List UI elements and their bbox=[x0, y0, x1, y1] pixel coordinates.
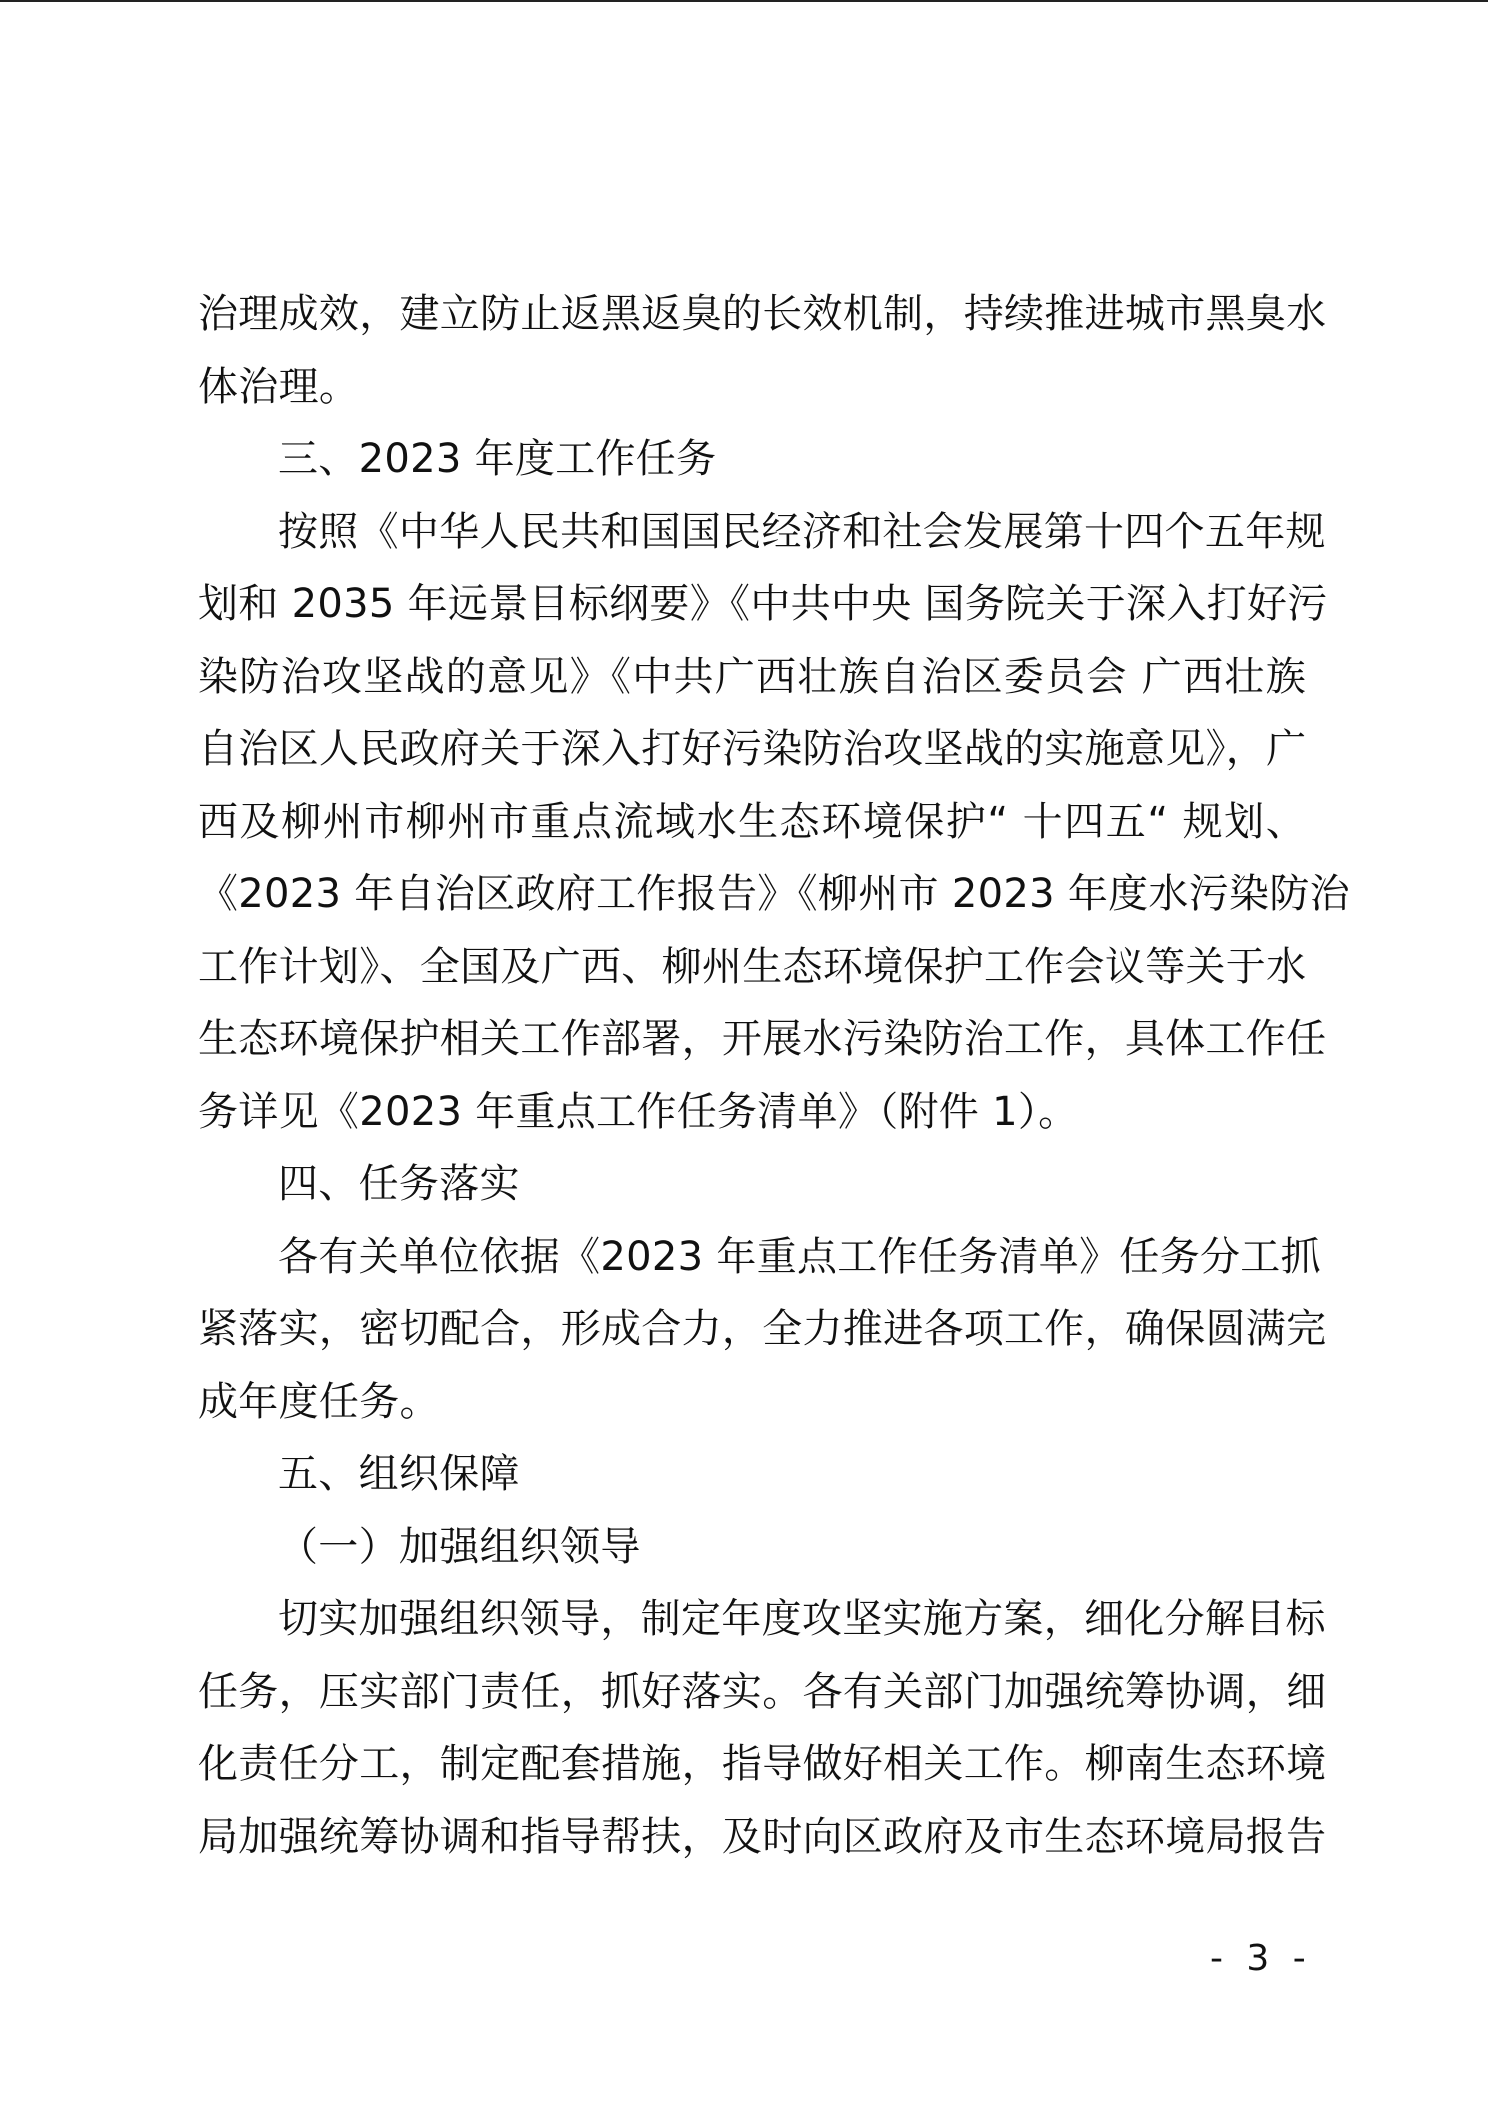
document-body bbox=[198, 278, 1350, 1873]
page-number: - 3 - bbox=[1210, 1938, 1312, 1979]
body-line: 体治理。 bbox=[198, 363, 360, 410]
body-line: 西及柳州市柳州市重点流域水生态环境保护“ 十四五“ 规划、 bbox=[198, 798, 1306, 845]
section-heading: 五、组织保障 bbox=[278, 1451, 520, 1497]
body-line: 各有关单位依据《2023 年重点工作任务清单》任务分工抓 bbox=[278, 1233, 1321, 1280]
section-heading: 四、任务落实 bbox=[278, 1161, 520, 1207]
body-line: 按照《中华人民共和国国民经济和社会发展第十四个五年规 bbox=[278, 508, 1326, 555]
body-line: 化责任分工，制定配套措施，指导做好相关工作。柳南生态环境 bbox=[198, 1741, 1327, 1787]
body-line: 工作计划》、全国及广西、柳州生态环境保护工作会议等关于水 bbox=[198, 943, 1307, 990]
body-line: 局加强统筹协调和指导帮扶，及时向区政府及市生态环境局报告 bbox=[198, 1813, 1327, 1860]
body-line: 治理成效，建立防止返黑返臭的长效机制，持续推进城市黑臭水 bbox=[198, 291, 1327, 337]
subsection-heading: （一）加强组织领导 bbox=[278, 1523, 641, 1570]
body-line: 《2023 年自治区政府工作报告》《柳州市 2023 年度水污染防治 bbox=[198, 871, 1350, 917]
body-line: 生态环境保护相关工作部署，开展水污染防治工作，具体工作任 bbox=[198, 1016, 1327, 1062]
body-line: 切实加强组织领导，制定年度攻坚实施方案，细化分解目标 bbox=[278, 1596, 1326, 1642]
body-line: 染防治攻坚战的意见》《中共广西壮族自治区委员会 广西壮族 bbox=[198, 653, 1306, 700]
body-line: 划和 2035 年远景目标纲要》《中共中央 国务院关于深入打好污 bbox=[198, 581, 1328, 627]
body-line: 自治区人民政府关于深入打好污染防治攻坚战的实施意见》，广 bbox=[198, 726, 1307, 772]
body-line: 紧落实，密切配合，形成合力，全力推进各项工作，确保圆满完 bbox=[198, 1306, 1327, 1352]
body-line: 务详见《2023 年重点工作任务清单》（附件 1）。 bbox=[198, 1088, 1079, 1135]
body-line: 任务，压实部门责任，抓好落实。各有关部门加强统筹协调，细 bbox=[198, 1668, 1327, 1715]
body-line: 成年度任务。 bbox=[198, 1378, 440, 1425]
page-top-border bbox=[0, 0, 1488, 2]
section-heading: 三、2023 年度工作任务 bbox=[278, 436, 717, 482]
